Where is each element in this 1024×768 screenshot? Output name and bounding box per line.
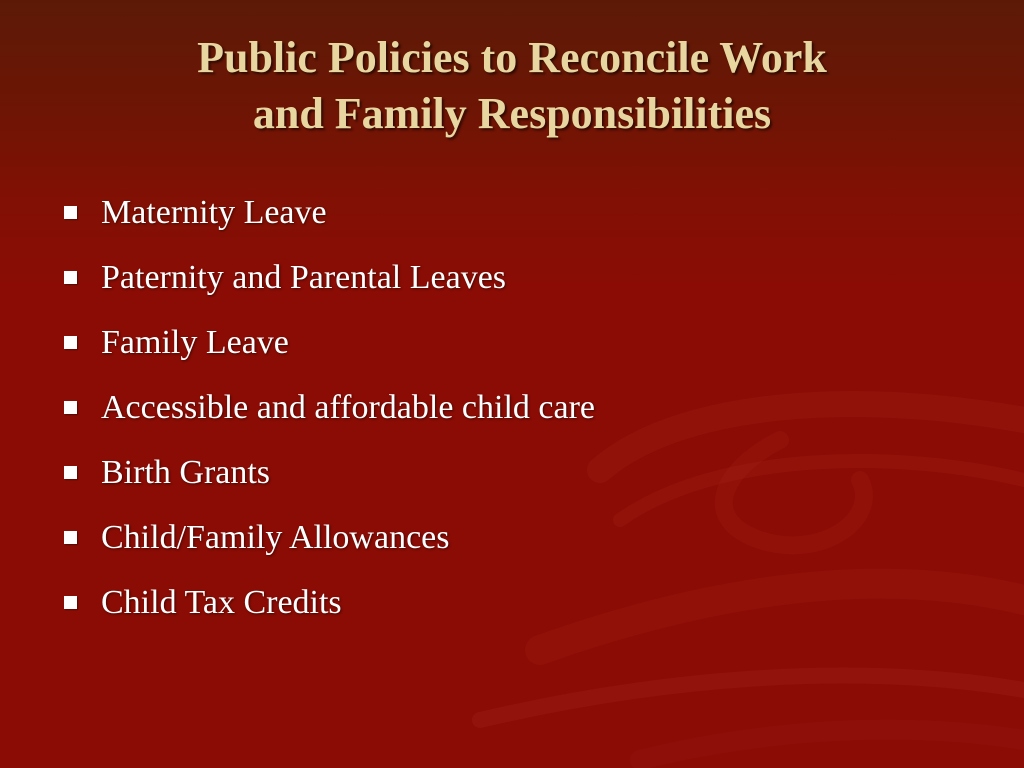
slide-title: [40, 30, 984, 142]
bullet-text: Accessible and affordable child care: [101, 389, 596, 426]
slide-title-line-2: and Family Responsibilities: [252, 89, 772, 138]
square-bullet-icon: [64, 401, 77, 414]
bullet-item-paternity-parental-leaves: [62, 249, 962, 314]
square-bullet-icon: [64, 206, 77, 219]
bullet-item-family-leave: [62, 314, 962, 379]
square-bullet-icon: [64, 596, 77, 609]
bullet-list: [62, 184, 962, 639]
bullet-text: Paternity and Parental Leaves: [101, 259, 507, 296]
swirl-stroke: [640, 730, 1024, 760]
bullet-item-child-care: [62, 379, 962, 444]
bullet-item-maternity-leave: [62, 184, 962, 249]
bullet-item-birth-grants: [62, 444, 962, 509]
square-bullet-icon: [64, 271, 77, 284]
bullet-item-child-tax-credits: [62, 574, 962, 639]
bullet-item-family-allowances: [62, 509, 962, 574]
swirl-stroke: [480, 676, 1024, 720]
bullet-text: Birth Grants: [101, 454, 271, 491]
bullet-text: Child Tax Credits: [101, 584, 342, 621]
square-bullet-icon: [64, 336, 77, 349]
square-bullet-icon: [64, 531, 77, 544]
bullet-text: Maternity Leave: [101, 194, 327, 231]
slide-title-line-1: Public Policies to Reconcile Work: [197, 33, 827, 82]
bullet-text: Family Leave: [101, 324, 289, 361]
square-bullet-icon: [64, 466, 77, 479]
bullet-text: Child/Family Allowances: [101, 519, 450, 556]
